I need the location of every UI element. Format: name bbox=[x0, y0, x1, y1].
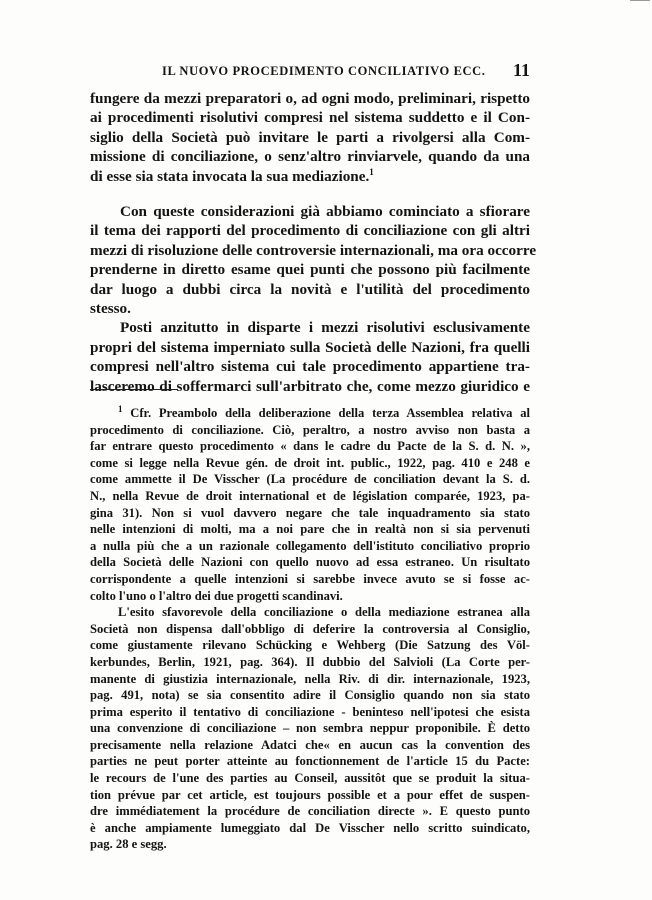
footnote-line: come si legge nella Revue gén. de droit int. public., 1922, pag. 410 e 248 e bbox=[90, 455, 530, 470]
footnote-line: L'esito sfavorevole della conciliazione o della mediazione estranea alla bbox=[118, 605, 530, 620]
text-line: fungere da mezzi preparatori o, ad ogni modo, preliminari, rispetto bbox=[90, 90, 530, 107]
footnotes bbox=[90, 405, 530, 853]
text-line bbox=[90, 167, 530, 186]
footnote-line: tion prévue par cet article, est toujours possible et a pour effet de suspen- bbox=[90, 787, 530, 802]
page-number: 11 bbox=[512, 60, 530, 80]
footnote-line: parties ne peut porter atteinte au fonctionnement de l'article 15 du Pacte: bbox=[90, 754, 530, 769]
footnote-line: precisamente nella relazione Adatci che« en aucun cas la convention des bbox=[90, 737, 530, 752]
text-line: siglio della Società può invitare le parti a rivolgersi alla Com- bbox=[90, 128, 530, 146]
text-line: stesso. bbox=[90, 300, 131, 318]
footnote-line: N., nella Revue de droit international et de législation comparée, 1923, pa- bbox=[90, 488, 530, 503]
footnote-line: pag. 491, nota) se sia consentito adire il Consiglio quando non sia stato bbox=[90, 688, 530, 703]
text-line: Posti anzitutto in disparte i mezzi risolutivi esclusivamente bbox=[120, 319, 530, 337]
main-text bbox=[90, 89, 537, 396]
scan-corner-mark bbox=[630, 0, 650, 9]
footnote-line: è anche ampiamente lumeggiato dal De Visscher nello scritto suindicato, bbox=[90, 820, 530, 835]
paragraph-1 bbox=[90, 89, 530, 186]
text-line: propri del sistema imperniato sulla Società delle Nazioni, fra quelli bbox=[90, 338, 530, 356]
text-line: ai procedimenti risolutivi compresi nel sistema suddetto e il Con- bbox=[90, 109, 530, 127]
footnote-line: come ammette il De Visscher (La procédure de conciliation devant la S. d. bbox=[90, 472, 530, 487]
footnote-line: procedimento di conciliazione. Ciò, peraltro, a nostro avviso non basta a bbox=[90, 422, 530, 437]
footnote-line: gina 31). Non si vuol davvero negare che tale inquadramento sia stato bbox=[90, 505, 530, 520]
footnote-line bbox=[90, 405, 530, 422]
paragraph-3 bbox=[90, 318, 530, 396]
footnote-line: dre immédiatement la procédure de conciliation directe ». E questo punto bbox=[90, 804, 530, 819]
page-header bbox=[90, 62, 530, 84]
running-head: IL NUOVO PROCEDIMENTO CONCILIATIVO ECC. bbox=[162, 64, 486, 78]
footnote-line: colto l'uno o l'altro dei due progetti scandinavi. bbox=[90, 588, 343, 603]
footnote-reference: 1 bbox=[369, 166, 374, 177]
text-line: il tema dei rapporti del procedimento di conciliazione con gli altri bbox=[90, 222, 530, 240]
footnote-line: a nulla più che a un razionale collegamento dell'istituto conciliativo proprio bbox=[90, 538, 530, 553]
footnote-line: le recours de l'une des parties au Conseil, aussitôt que se produit la situa- bbox=[90, 771, 530, 786]
footnote-line: prima esperito il tentativo di conciliazione - beninteso nell'ipotesi che esista bbox=[90, 704, 530, 719]
footnote-line: Società non dispensa dall'obbligo di deferire la controversia al Consiglio, bbox=[90, 621, 530, 636]
text-line-content: di esse sia stata invocata la sua mediazione. bbox=[90, 167, 370, 185]
text-line: mezzi di risoluzione delle controversie internazionali, ma ora occorre bbox=[90, 241, 537, 259]
footnote-1-continuation bbox=[90, 604, 530, 853]
text-line: lasceremo di soffermarci sull'arbitrato che, come mezzo giuridico e bbox=[90, 377, 530, 395]
footnote-line: una convenzione di conciliazione – non sembra neppur proponibile. È detto bbox=[90, 721, 530, 736]
footnote-line: corrispondente a quelle intenzioni si sarebbe invece avuto se si fosse ac- bbox=[90, 571, 530, 586]
footnote-separator bbox=[90, 389, 178, 390]
footnote-1 bbox=[90, 405, 530, 604]
text-line: dar luogo a dubbi circa la novità e l'utilità del procedimento bbox=[90, 280, 530, 298]
text-line: prenderne in diretto esame quei punti che possono più facilmente bbox=[90, 261, 530, 279]
footnote-line: della Società delle Nazioni con quello nuovo ad essa estraneo. Un risultato bbox=[90, 555, 530, 570]
text-line: Con queste considerazioni già abbiamo cominciato a sfiorare bbox=[120, 203, 530, 221]
footnote-line: come giustamente rilevano Schücking e Wehberg (Die Satzung des Völ- bbox=[90, 638, 530, 653]
footnote-line: pag. 28 e segg. bbox=[90, 837, 167, 852]
text-line: compresi nell'altro sistema cui tale procedimento appartiene tra- bbox=[90, 358, 530, 376]
footnote-line: kerbundes, Berlin, 1921, pag. 364). Il dubbio del Salvioli (La Corte per- bbox=[90, 654, 530, 669]
footnote-marker: 1 bbox=[118, 403, 123, 414]
footnote-line-content: Cfr. Preambolo della deliberazione della terza Assemblea relativa al bbox=[130, 406, 530, 420]
footnote-line: nelle intenzioni di molti, ma a noi pare che in realtà non si sia pervenuti bbox=[90, 522, 530, 537]
paragraph-2 bbox=[90, 202, 537, 318]
footnote-line: manente di giustizia internazionale, nella Riv. di dir. internazionale, 1923, bbox=[90, 671, 530, 686]
footnote-line: far entrare questo procedimento « dans le cadre du Pacte de la S. d. N. », bbox=[90, 439, 530, 454]
text-line: missione di conciliazione, o senz'altro rinviarvele, quando da una bbox=[90, 148, 530, 166]
